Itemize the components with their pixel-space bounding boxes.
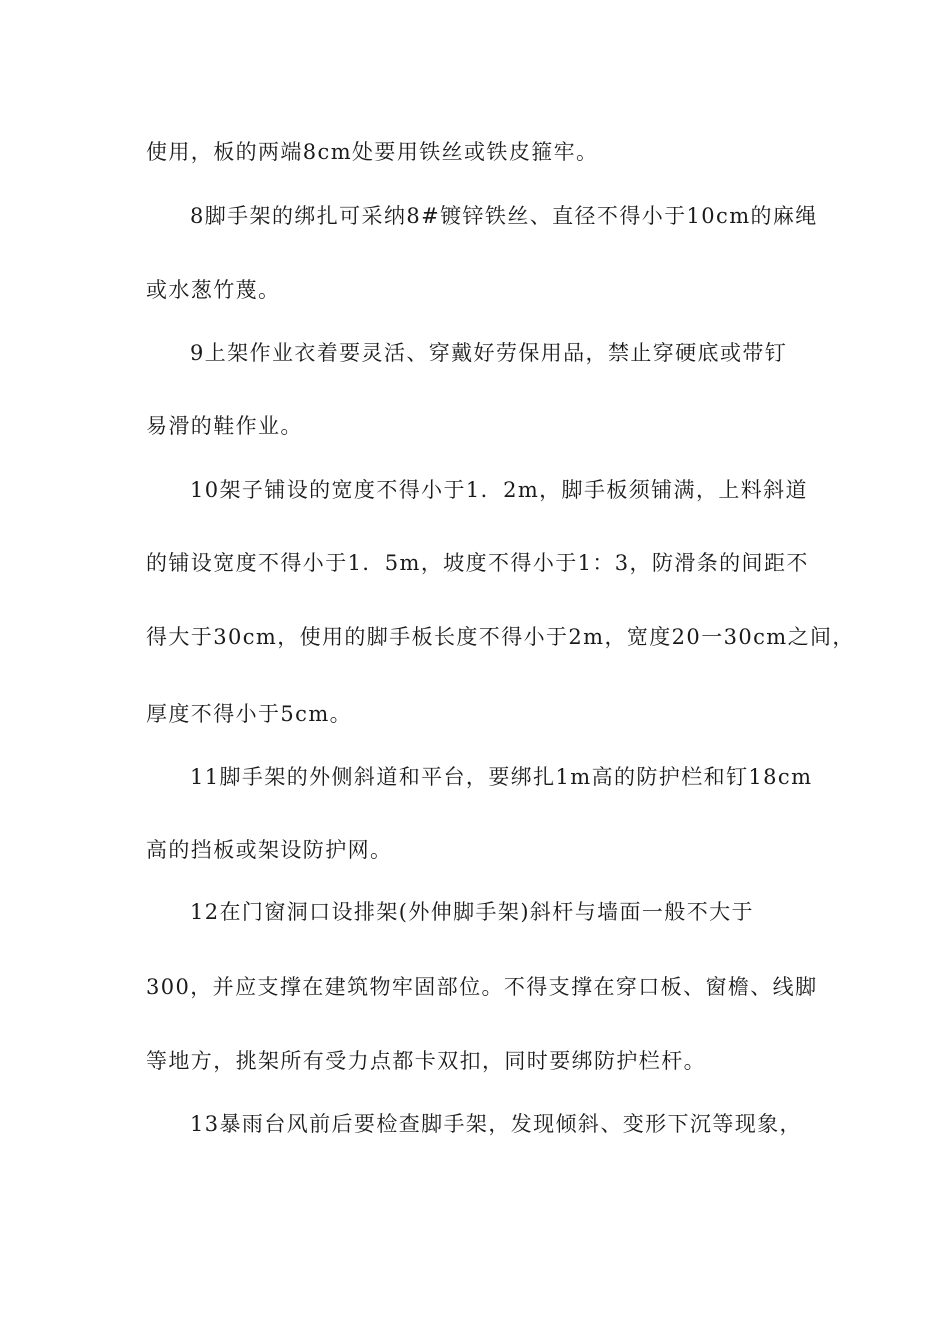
text-line: 等地方，挑架所有受力点都卡双扣，同时要绑防护栏杆。 xyxy=(146,1049,706,1073)
text-line: 9上架作业衣着要灵活、穿戴好劳保用品，禁止穿硬底或带钉 xyxy=(190,341,788,365)
text-line: 厚度不得小于5cm。 xyxy=(146,702,353,726)
text-line: 或水葱竹蔑。 xyxy=(146,278,281,302)
text-line: 使用，板的两端8cm处要用铁丝或铁皮箍牢。 xyxy=(146,140,599,164)
text-line: 得大于30cm，使用的脚手板长度不得小于2m，宽度20一30cm之间， xyxy=(146,625,855,649)
text-line: 10架子铺设的宽度不得小于1．2m，脚手板须铺满，上料斜道 xyxy=(190,478,808,502)
text-line: 8脚手架的绑扎可采纳8#镀锌铁丝、直径不得小于10cm的麻绳 xyxy=(190,204,818,228)
text-line: 300，并应支撑在建筑物牢固部位。不得支撑在穿口板、窗檐、线脚 xyxy=(146,975,818,999)
text-line: 高的挡板或架设防护网。 xyxy=(146,838,393,862)
text-line: 的铺设宽度不得小于1．5m，坡度不得小于1：3，防滑条的间距不 xyxy=(146,551,809,575)
text-line: 11脚手架的外侧斜道和平台，要绑扎1m高的防护栏和钉18cm xyxy=(190,765,813,789)
text-line: 13暴雨台风前后要检查脚手架，发现倾斜、变形下沉等现象， xyxy=(190,1112,802,1136)
text-line: 12在门窗洞口设排架(外伸脚手架)斜杆与墙面一般不大于 xyxy=(190,900,754,924)
text-line: 易滑的鞋作业。 xyxy=(146,414,303,438)
